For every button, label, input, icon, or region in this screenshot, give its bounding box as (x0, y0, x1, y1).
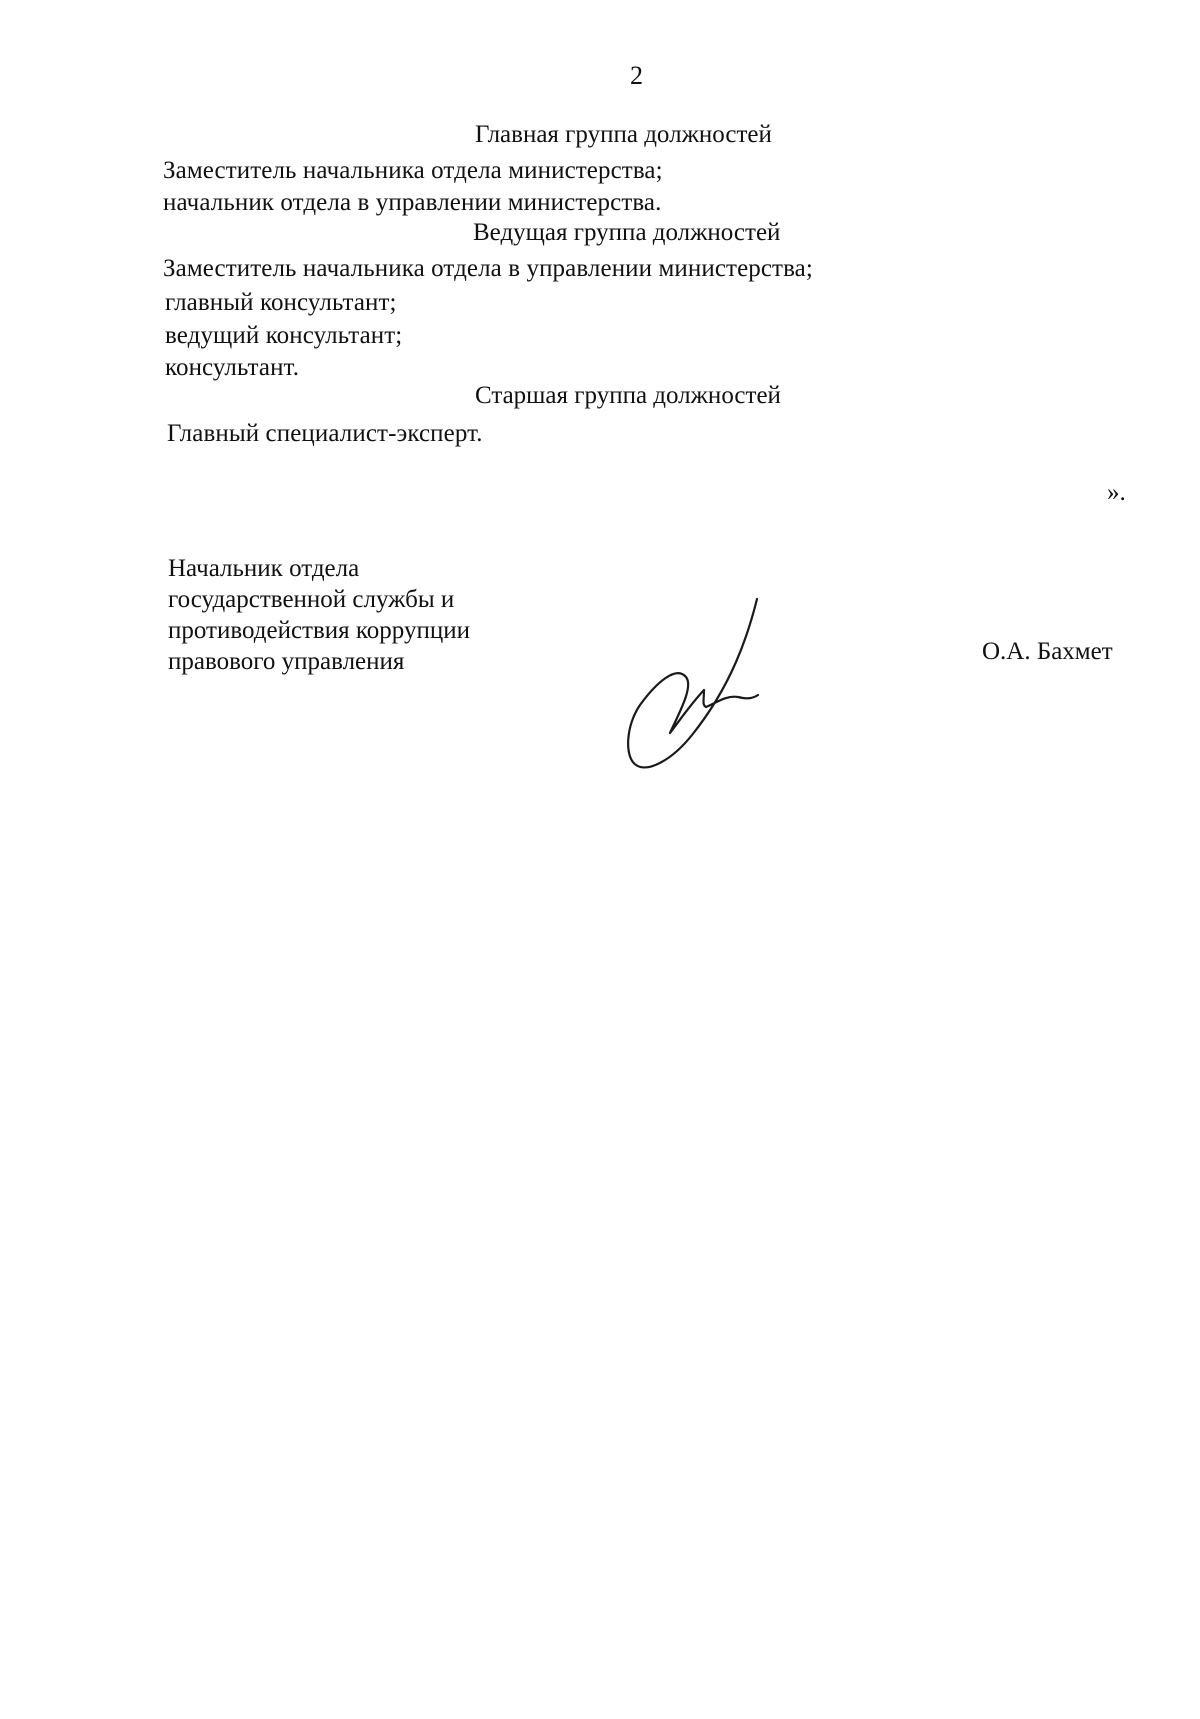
position-line: Главный специалист-эксперт. (167, 420, 483, 447)
position-line: Заместитель начальника отдела в управлении министерства; (163, 255, 813, 282)
position-line: ведущий консультант; (165, 322, 403, 349)
page-number: 2 (630, 61, 643, 90)
group-heading-leading: Ведущая группа должностей (473, 219, 781, 246)
signatory-title-line: противодействия коррупции (168, 617, 470, 644)
group-heading-senior: Старшая группа должностей (475, 382, 781, 409)
signatory-title-line: Начальник отдела (168, 555, 360, 582)
group-heading-main: Главная группа должностей (475, 121, 772, 148)
signatory-name: О.А. Бахмет (982, 638, 1113, 665)
signatory-title-line: правового управления (168, 648, 405, 675)
position-line: консультант. (165, 354, 300, 381)
position-line: начальник отдела в управлении министерства. (163, 189, 662, 216)
signatory-title (168, 553, 470, 677)
handwritten-signature (620, 595, 770, 780)
position-line: Заместитель начальника отдела министерства; (163, 157, 663, 184)
closing-quote: ». (1107, 479, 1126, 506)
signatory-title-line: государственной службы и (168, 586, 455, 613)
position-line: главный консультант; (165, 289, 397, 316)
